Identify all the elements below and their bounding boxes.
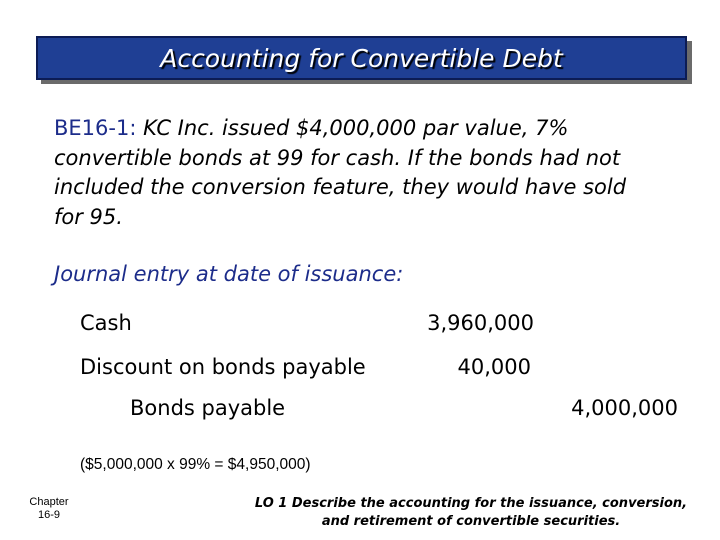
entry-credit-bonds-payable: 4,000,000 bbox=[571, 396, 678, 420]
chapter-label: Chapter 16-9 bbox=[20, 496, 78, 522]
entry-debit-cash: 3,960,000 bbox=[427, 311, 534, 335]
page-title: Accounting for Convertible Debt bbox=[160, 43, 563, 73]
problem-statement bbox=[54, 114, 694, 232]
problem-line-1: BE16-1: KC Inc. issued $4,000,000 par value, 7% bbox=[54, 116, 569, 140]
problem-line-3: included the conversion feature, they would have sold bbox=[54, 175, 627, 199]
journal-heading: Journal entry at date of issuance: bbox=[54, 262, 404, 286]
entry-account-bonds-payable: Bonds payable bbox=[130, 396, 286, 420]
problem-line-2: convertible bonds at 99 for cash. If the bonds had not bbox=[54, 145, 621, 170]
entry-account-discount: Discount on bonds payable bbox=[80, 355, 366, 379]
title-banner bbox=[36, 36, 687, 80]
entry-debit-discount: 40,000 bbox=[457, 355, 531, 379]
calculation-note: ($5,000,000 x 99% = $4,950,000) bbox=[80, 456, 311, 473]
learning-objective: LO 1 Describe the accounting for the issuance, conversion, and retirement of convertible securities. bbox=[254, 496, 688, 529]
problem-line-4: for 95. bbox=[54, 204, 123, 229]
problem-tag: BE16-1: bbox=[54, 116, 137, 140]
chapter-number: 16-9 bbox=[37, 509, 61, 521]
entry-account-cash: Cash bbox=[80, 311, 132, 335]
